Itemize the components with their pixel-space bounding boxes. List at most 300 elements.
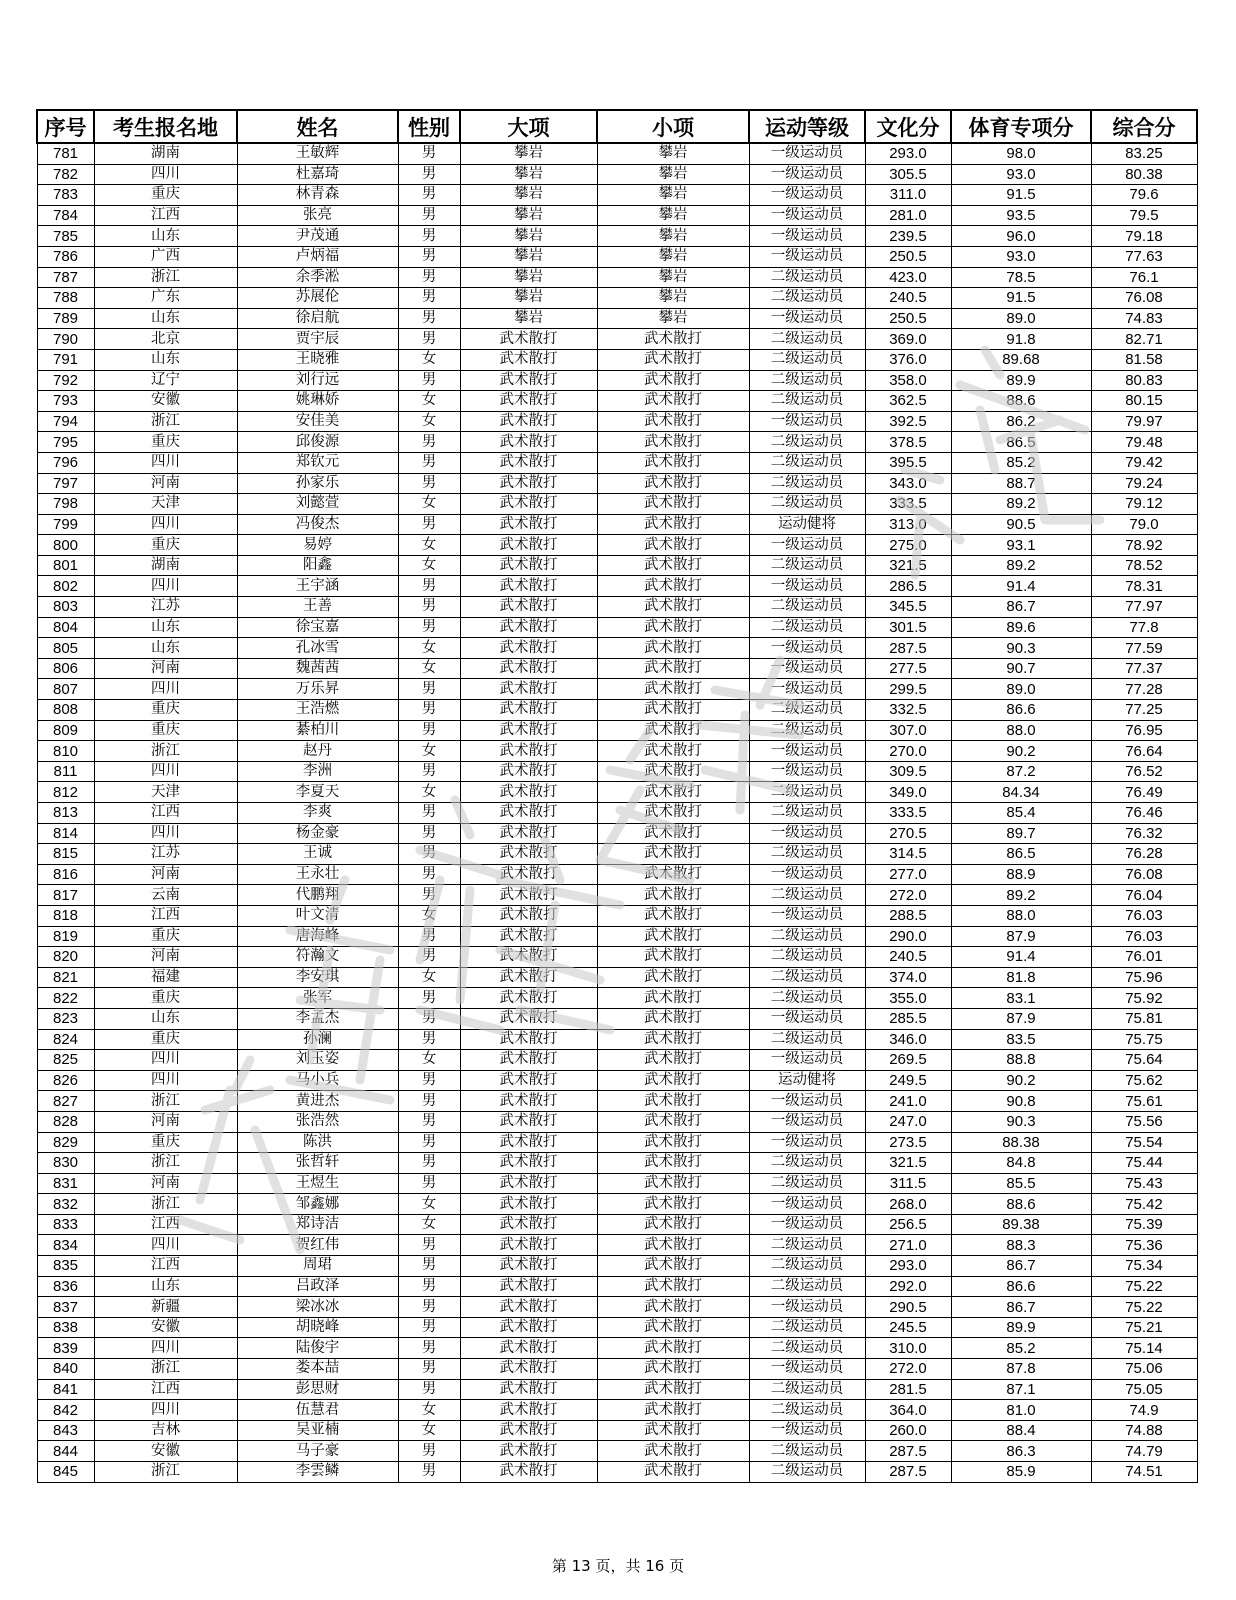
- cell-sport-score: 90.7: [951, 658, 1091, 679]
- cell-culture-score: 374.0: [865, 967, 951, 988]
- cell-major-event: 攀岩: [460, 267, 597, 288]
- cell-culture-score: 343.0: [865, 473, 951, 494]
- cell-name: 万乐昇: [237, 679, 398, 700]
- cell-minor-event: 武术散打: [597, 555, 749, 576]
- cell-total-score: 74.83: [1091, 308, 1197, 329]
- cell-seq: 802: [37, 576, 94, 597]
- cell-sport-score: 89.2: [951, 494, 1091, 515]
- table-row: [37, 1400, 1197, 1421]
- cell-major-event: 武术散打: [460, 1297, 597, 1318]
- cell-total-score: 77.8: [1091, 617, 1197, 638]
- cell-name: 李洲: [237, 761, 398, 782]
- header-culture-score: 文化分: [865, 110, 951, 143]
- cell-athlete-level: 运动健将: [749, 1070, 865, 1091]
- cell-minor-event: 武术散打: [597, 679, 749, 700]
- cell-sport-score: 84.34: [951, 782, 1091, 803]
- cell-culture-score: 287.5: [865, 1441, 951, 1462]
- cell-culture-score: 346.0: [865, 1029, 951, 1050]
- cell-gender: 女: [398, 967, 460, 988]
- cell-major-event: 武术散打: [460, 741, 597, 762]
- cell-region: 四川: [94, 452, 237, 473]
- header-region: 考生报名地: [94, 110, 237, 143]
- cell-region: 四川: [94, 823, 237, 844]
- cell-minor-event: 武术散打: [597, 1317, 749, 1338]
- cell-seq: 800: [37, 535, 94, 556]
- cell-minor-event: 武术散打: [597, 1462, 749, 1483]
- cell-total-score: 75.61: [1091, 1091, 1197, 1112]
- cell-seq: 821: [37, 967, 94, 988]
- cell-minor-event: 武术散打: [597, 1111, 749, 1132]
- cell-gender: 男: [398, 947, 460, 968]
- cell-athlete-level: 二级运动员: [749, 288, 865, 309]
- cell-region: 安徽: [94, 1317, 237, 1338]
- cell-athlete-level: 二级运动员: [749, 1276, 865, 1297]
- cell-total-score: 79.97: [1091, 411, 1197, 432]
- cell-minor-event: 武术散打: [597, 411, 749, 432]
- cell-major-event: 攀岩: [460, 288, 597, 309]
- cell-sport-score: 91.5: [951, 288, 1091, 309]
- cell-sport-score: 90.2: [951, 741, 1091, 762]
- cell-minor-event: 武术散打: [597, 494, 749, 515]
- cell-gender: 男: [398, 844, 460, 865]
- cell-major-event: 武术散打: [460, 1400, 597, 1421]
- cell-gender: 男: [398, 1111, 460, 1132]
- cell-athlete-level: 二级运动员: [749, 432, 865, 453]
- cell-athlete-level: 二级运动员: [749, 803, 865, 824]
- cell-gender: 男: [398, 1153, 460, 1174]
- cell-total-score: 75.75: [1091, 1029, 1197, 1050]
- cell-sport-score: 86.5: [951, 432, 1091, 453]
- cell-region: 四川: [94, 164, 237, 185]
- cell-minor-event: 武术散打: [597, 1132, 749, 1153]
- cell-major-event: 武术散打: [460, 349, 597, 370]
- table-row: [37, 947, 1197, 968]
- cell-major-event: 武术散打: [460, 905, 597, 926]
- cell-sport-score: 81.8: [951, 967, 1091, 988]
- cell-culture-score: 240.5: [865, 288, 951, 309]
- cell-minor-event: 攀岩: [597, 185, 749, 206]
- cell-major-event: 武术散打: [460, 1194, 597, 1215]
- cell-major-event: 攀岩: [460, 164, 597, 185]
- cell-gender: 男: [398, 288, 460, 309]
- cell-seq: 803: [37, 597, 94, 618]
- cell-culture-score: 313.0: [865, 514, 951, 535]
- cell-total-score: 74.79: [1091, 1441, 1197, 1462]
- cell-seq: 785: [37, 226, 94, 247]
- cell-total-score: 75.36: [1091, 1235, 1197, 1256]
- cell-sport-score: 89.38: [951, 1214, 1091, 1235]
- cell-total-score: 76.01: [1091, 947, 1197, 968]
- cell-minor-event: 武术散打: [597, 947, 749, 968]
- cell-sport-score: 93.0: [951, 164, 1091, 185]
- cell-minor-event: 武术散打: [597, 905, 749, 926]
- cell-minor-event: 武术散打: [597, 1029, 749, 1050]
- cell-culture-score: 247.0: [865, 1111, 951, 1132]
- cell-seq: 827: [37, 1091, 94, 1112]
- cell-name: 林青森: [237, 185, 398, 206]
- table-row: [37, 267, 1197, 288]
- cell-major-event: 武术散打: [460, 1256, 597, 1277]
- cell-total-score: 75.54: [1091, 1132, 1197, 1153]
- cell-seq: 833: [37, 1214, 94, 1235]
- cell-minor-event: 武术散打: [597, 1153, 749, 1174]
- cell-gender: 男: [398, 329, 460, 350]
- cell-gender: 女: [398, 1050, 460, 1071]
- cell-minor-event: 武术散打: [597, 329, 749, 350]
- cell-gender: 男: [398, 370, 460, 391]
- cell-seq: 824: [37, 1029, 94, 1050]
- cell-gender: 男: [398, 1317, 460, 1338]
- cell-major-event: 武术散打: [460, 658, 597, 679]
- cell-sport-score: 89.2: [951, 885, 1091, 906]
- cell-minor-event: 武术散打: [597, 1420, 749, 1441]
- table-row: [37, 720, 1197, 741]
- cell-culture-score: 309.5: [865, 761, 951, 782]
- cell-region: 湖南: [94, 143, 237, 164]
- cell-total-score: 77.25: [1091, 700, 1197, 721]
- cell-gender: 女: [398, 494, 460, 515]
- cell-total-score: 76.46: [1091, 803, 1197, 824]
- table-row: [37, 1050, 1197, 1071]
- cell-total-score: 80.15: [1091, 391, 1197, 412]
- cell-culture-score: 321.5: [865, 555, 951, 576]
- table-row: [37, 432, 1197, 453]
- cell-minor-event: 武术散打: [597, 844, 749, 865]
- cell-major-event: 武术散打: [460, 370, 597, 391]
- cell-region: 重庆: [94, 185, 237, 206]
- cell-name: 彭思财: [237, 1379, 398, 1400]
- table-row: [37, 700, 1197, 721]
- cell-name: 陈洪: [237, 1132, 398, 1153]
- cell-gender: 女: [398, 1194, 460, 1215]
- cell-seq: 818: [37, 905, 94, 926]
- cell-major-event: 武术散打: [460, 1153, 597, 1174]
- cell-sport-score: 88.0: [951, 720, 1091, 741]
- cell-seq: 834: [37, 1235, 94, 1256]
- cell-total-score: 75.22: [1091, 1297, 1197, 1318]
- cell-total-score: 75.22: [1091, 1276, 1197, 1297]
- table-row: [37, 1317, 1197, 1338]
- cell-major-event: 武术散打: [460, 1173, 597, 1194]
- cell-gender: 男: [398, 1029, 460, 1050]
- cell-culture-score: 364.0: [865, 1400, 951, 1421]
- cell-athlete-level: 二级运动员: [749, 1173, 865, 1194]
- cell-region: 四川: [94, 576, 237, 597]
- cell-minor-event: 武术散打: [597, 597, 749, 618]
- cell-athlete-level: 一级运动员: [749, 761, 865, 782]
- cell-major-event: 武术散打: [460, 576, 597, 597]
- cell-seq: 809: [37, 720, 94, 741]
- cell-athlete-level: 二级运动员: [749, 1338, 865, 1359]
- cell-region: 山东: [94, 308, 237, 329]
- table-row: [37, 741, 1197, 762]
- cell-athlete-level: 二级运动员: [749, 926, 865, 947]
- cell-seq: 798: [37, 494, 94, 515]
- cell-gender: 女: [398, 638, 460, 659]
- cell-sport-score: 90.8: [951, 1091, 1091, 1112]
- cell-name: 刘行远: [237, 370, 398, 391]
- cell-sport-score: 87.9: [951, 926, 1091, 947]
- cell-seq: 801: [37, 555, 94, 576]
- cell-name: 赵丹: [237, 741, 398, 762]
- cell-culture-score: 239.5: [865, 226, 951, 247]
- cell-seq: 820: [37, 947, 94, 968]
- cell-culture-score: 369.0: [865, 329, 951, 350]
- cell-culture-score: 285.5: [865, 1008, 951, 1029]
- cell-minor-event: 武术散打: [597, 1070, 749, 1091]
- cell-seq: 825: [37, 1050, 94, 1071]
- cell-minor-event: 武术散打: [597, 1256, 749, 1277]
- cell-major-event: 攀岩: [460, 226, 597, 247]
- cell-gender: 男: [398, 803, 460, 824]
- cell-minor-event: 武术散打: [597, 535, 749, 556]
- header-minor-event: 小项: [597, 110, 749, 143]
- cell-name: 吴亚楠: [237, 1420, 398, 1441]
- cell-athlete-level: 一级运动员: [749, 1214, 865, 1235]
- table-row: [37, 226, 1197, 247]
- cell-minor-event: 武术散打: [597, 885, 749, 906]
- cell-culture-score: 270.0: [865, 741, 951, 762]
- cell-sport-score: 90.3: [951, 1111, 1091, 1132]
- cell-minor-event: 武术散打: [597, 1441, 749, 1462]
- cell-name: 娄本喆: [237, 1359, 398, 1380]
- cell-culture-score: 301.5: [865, 617, 951, 638]
- cell-minor-event: 武术散打: [597, 514, 749, 535]
- cell-name: 陆俊宇: [237, 1338, 398, 1359]
- cell-seq: 838: [37, 1317, 94, 1338]
- cell-total-score: 75.39: [1091, 1214, 1197, 1235]
- cell-athlete-level: 二级运动员: [749, 329, 865, 350]
- table-row: [37, 864, 1197, 885]
- table-row: [37, 1297, 1197, 1318]
- cell-athlete-level: 一级运动员: [749, 205, 865, 226]
- table-row: [37, 411, 1197, 432]
- cell-sport-score: 85.9: [951, 1462, 1091, 1483]
- cell-total-score: 75.96: [1091, 967, 1197, 988]
- cell-gender: 男: [398, 267, 460, 288]
- cell-minor-event: 武术散打: [597, 452, 749, 473]
- cell-total-score: 77.97: [1091, 597, 1197, 618]
- cell-major-event: 武术散打: [460, 1235, 597, 1256]
- cell-minor-event: 武术散打: [597, 1050, 749, 1071]
- cell-seq: 836: [37, 1276, 94, 1297]
- cell-sport-score: 93.1: [951, 535, 1091, 556]
- cell-athlete-level: 二级运动员: [749, 1441, 865, 1462]
- cell-name: 王煜生: [237, 1173, 398, 1194]
- cell-gender: 男: [398, 700, 460, 721]
- cell-athlete-level: 一级运动员: [749, 1420, 865, 1441]
- cell-name: 张军: [237, 988, 398, 1009]
- table-row: [37, 370, 1197, 391]
- cell-major-event: 武术散打: [460, 679, 597, 700]
- cell-total-score: 75.64: [1091, 1050, 1197, 1071]
- cell-culture-score: 271.0: [865, 1235, 951, 1256]
- cell-gender: 男: [398, 246, 460, 267]
- cell-seq: 835: [37, 1256, 94, 1277]
- cell-region: 重庆: [94, 1029, 237, 1050]
- cell-major-event: 武术散打: [460, 803, 597, 824]
- header-name: 姓名: [237, 110, 398, 143]
- cell-culture-score: 268.0: [865, 1194, 951, 1215]
- cell-major-event: 武术散打: [460, 494, 597, 515]
- cell-athlete-level: 二级运动员: [749, 452, 865, 473]
- cell-total-score: 75.05: [1091, 1379, 1197, 1400]
- cell-major-event: 攀岩: [460, 308, 597, 329]
- cell-major-event: 武术散打: [460, 947, 597, 968]
- cell-athlete-level: 一级运动员: [749, 864, 865, 885]
- cell-gender: 男: [398, 1462, 460, 1483]
- cell-major-event: 武术散打: [460, 988, 597, 1009]
- cell-seq: 826: [37, 1070, 94, 1091]
- cell-gender: 男: [398, 597, 460, 618]
- table-row: [37, 782, 1197, 803]
- cell-gender: 女: [398, 905, 460, 926]
- cell-minor-event: 武术散打: [597, 864, 749, 885]
- cell-sport-score: 98.0: [951, 143, 1091, 164]
- cell-total-score: 75.92: [1091, 988, 1197, 1009]
- table-row: [37, 308, 1197, 329]
- cell-minor-event: 武术散打: [597, 1359, 749, 1380]
- cell-seq: 843: [37, 1420, 94, 1441]
- header-total-score: 综合分: [1091, 110, 1197, 143]
- cell-minor-event: 武术散打: [597, 1297, 749, 1318]
- table-row: [37, 905, 1197, 926]
- cell-name: 刘玉姿: [237, 1050, 398, 1071]
- cell-region: 山东: [94, 638, 237, 659]
- cell-minor-event: 武术散打: [597, 658, 749, 679]
- cell-gender: 男: [398, 1091, 460, 1112]
- cell-major-event: 武术散打: [460, 885, 597, 906]
- cell-total-score: 79.12: [1091, 494, 1197, 515]
- cell-major-event: 武术散打: [460, 473, 597, 494]
- cell-athlete-level: 二级运动员: [749, 370, 865, 391]
- cell-seq: 808: [37, 700, 94, 721]
- cell-minor-event: 武术散打: [597, 370, 749, 391]
- cell-athlete-level: 二级运动员: [749, 597, 865, 618]
- cell-seq: 840: [37, 1359, 94, 1380]
- table-row: [37, 597, 1197, 618]
- cell-total-score: 83.25: [1091, 143, 1197, 164]
- cell-gender: 男: [398, 1338, 460, 1359]
- cell-region: 四川: [94, 761, 237, 782]
- cell-culture-score: 299.5: [865, 679, 951, 700]
- cell-culture-score: 355.0: [865, 988, 951, 1009]
- cell-gender: 女: [398, 555, 460, 576]
- table-row: [37, 185, 1197, 206]
- cell-culture-score: 245.5: [865, 1317, 951, 1338]
- cell-total-score: 75.34: [1091, 1256, 1197, 1277]
- cell-gender: 男: [398, 473, 460, 494]
- cell-athlete-level: 一级运动员: [749, 1359, 865, 1380]
- cell-culture-score: 378.5: [865, 432, 951, 453]
- cell-total-score: 76.04: [1091, 885, 1197, 906]
- cell-sport-score: 89.6: [951, 617, 1091, 638]
- table-row: [37, 391, 1197, 412]
- cell-culture-score: 292.0: [865, 1276, 951, 1297]
- cell-gender: 男: [398, 679, 460, 700]
- cell-region: 浙江: [94, 1462, 237, 1483]
- cell-major-event: 武术散打: [460, 617, 597, 638]
- cell-sport-score: 86.6: [951, 1276, 1091, 1297]
- table-row: [37, 555, 1197, 576]
- cell-gender: 男: [398, 226, 460, 247]
- page-footer: 第 13 页，共 16 页: [551, 1557, 685, 1575]
- cell-minor-event: 武术散打: [597, 741, 749, 762]
- cell-name: 李安琪: [237, 967, 398, 988]
- cell-region: 四川: [94, 1070, 237, 1091]
- header-athlete-level: 运动等级: [749, 110, 865, 143]
- cell-seq: 790: [37, 329, 94, 350]
- cell-sport-score: 88.9: [951, 864, 1091, 885]
- cell-seq: 799: [37, 514, 94, 535]
- table-row: [37, 1194, 1197, 1215]
- cell-seq: 845: [37, 1462, 94, 1483]
- cell-region: 重庆: [94, 700, 237, 721]
- cell-seq: 823: [37, 1008, 94, 1029]
- cell-sport-score: 91.4: [951, 576, 1091, 597]
- cell-region: 广东: [94, 288, 237, 309]
- cell-gender: 男: [398, 1008, 460, 1029]
- cell-sport-score: 83.1: [951, 988, 1091, 1009]
- table-row: [37, 246, 1197, 267]
- cell-name: 黄进杰: [237, 1091, 398, 1112]
- table-row: [37, 1173, 1197, 1194]
- cell-sport-score: 90.2: [951, 1070, 1091, 1091]
- cell-culture-score: 310.0: [865, 1338, 951, 1359]
- cell-region: 重庆: [94, 535, 237, 556]
- cell-total-score: 79.18: [1091, 226, 1197, 247]
- cell-name: 唐海峰: [237, 926, 398, 947]
- cell-name: 卢炳福: [237, 246, 398, 267]
- cell-total-score: 75.06: [1091, 1359, 1197, 1380]
- cell-region: 吉林: [94, 1420, 237, 1441]
- cell-gender: 男: [398, 432, 460, 453]
- cell-seq: 810: [37, 741, 94, 762]
- cell-name: 马小兵: [237, 1070, 398, 1091]
- cell-minor-event: 武术散打: [597, 823, 749, 844]
- cell-region: 天津: [94, 782, 237, 803]
- cell-seq: 805: [37, 638, 94, 659]
- table-row: [37, 638, 1197, 659]
- cell-athlete-level: 二级运动员: [749, 617, 865, 638]
- cell-minor-event: 武术散打: [597, 391, 749, 412]
- cell-gender: 女: [398, 1400, 460, 1421]
- cell-major-event: 武术散打: [460, 761, 597, 782]
- cell-athlete-level: 二级运动员: [749, 349, 865, 370]
- cell-major-event: 攀岩: [460, 185, 597, 206]
- cell-total-score: 76.1: [1091, 267, 1197, 288]
- cell-minor-event: 攀岩: [597, 246, 749, 267]
- cell-region: 江西: [94, 1256, 237, 1277]
- cell-minor-event: 攀岩: [597, 205, 749, 226]
- cell-total-score: 79.5: [1091, 205, 1197, 226]
- cell-major-event: 武术散打: [460, 1111, 597, 1132]
- cell-sport-score: 85.2: [951, 1338, 1091, 1359]
- cell-minor-event: 武术散打: [597, 432, 749, 453]
- table-row: [37, 1338, 1197, 1359]
- cell-gender: 女: [398, 411, 460, 432]
- cell-major-event: 武术散打: [460, 823, 597, 844]
- cell-athlete-level: 二级运动员: [749, 782, 865, 803]
- cell-region: 浙江: [94, 741, 237, 762]
- cell-athlete-level: 二级运动员: [749, 844, 865, 865]
- cell-major-event: 武术散打: [460, 1132, 597, 1153]
- cell-seq: 828: [37, 1111, 94, 1132]
- cell-culture-score: 288.5: [865, 905, 951, 926]
- cell-gender: 男: [398, 1256, 460, 1277]
- cell-sport-score: 88.0: [951, 905, 1091, 926]
- cell-name: 张亮: [237, 205, 398, 226]
